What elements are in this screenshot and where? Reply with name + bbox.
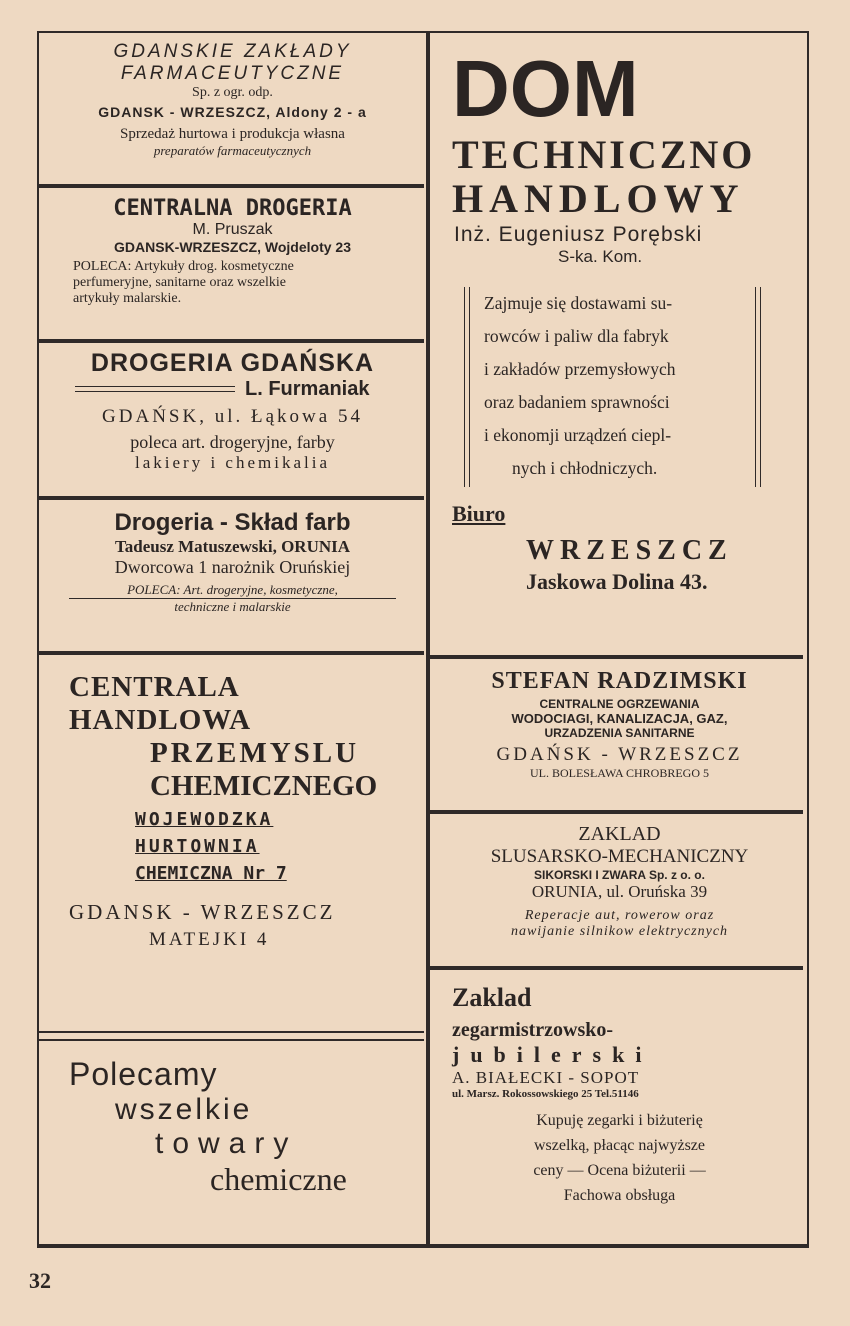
ad-subtitle-line3: CHEMICZNA Nr 7 (135, 863, 287, 884)
ad-office-label: Biuro (452, 501, 506, 526)
ad-owner: Tadeusz Matuszewski, ORUNIA (114, 537, 351, 556)
ad-subtitle-line2: HURTOWNIA (135, 836, 260, 857)
ad-title-line1: GDANSKIE ZAKŁADY (113, 41, 352, 62)
ad-line4: chemiczne (210, 1161, 347, 1197)
ad-description-line4: oraz badaniem sprawności (484, 392, 670, 412)
ad-polecamy (37, 1056, 428, 1236)
ad-text-line1: Kupuję zegarki i biżuterię (536, 1112, 703, 1129)
right-column (430, 31, 809, 1248)
decorative-rule (39, 1039, 424, 1041)
decorative-rule (39, 1031, 424, 1033)
ad-gdanskie-zaklady (37, 41, 428, 186)
decorative-rule (75, 391, 235, 392)
ad-address: Dworcowa 1 narożnik Oruńskiej (114, 557, 351, 577)
ad-title-line2: TECHNICZNO (452, 132, 756, 177)
ad-dom-techniczno-handlowy (430, 44, 809, 639)
ad-subtitle-line1: WOJEWODZKA (135, 809, 274, 830)
ad-address: GDANSK-WRZESZCZ, Wojdeloty 23 (114, 239, 351, 255)
ad-title: STEFAN RADZIMSKI (491, 668, 748, 694)
ad-owner: L. Furmaniak (245, 378, 370, 400)
ad-title-line4: CHEMICZNEGO (150, 770, 378, 802)
ad-title-line1: CENTRALA (69, 671, 240, 703)
ad-centrala-handlowa (37, 671, 428, 1011)
ad-text-line1: POLECA: Artykuły drog. kosmetyczne (73, 259, 294, 274)
ad-description-line2: rowców i paliw dla fabryk (484, 326, 669, 346)
ad-owner: A. BIAŁECKI - SOPOT (452, 1068, 640, 1087)
decorative-rule (760, 287, 761, 487)
ad-drogeria-gdanska (37, 349, 428, 499)
ad-address-line2: MATEJKI 4 (149, 929, 270, 950)
ad-drogeria-sklad-farb (37, 509, 428, 649)
ad-description-line5: i ekonomji urządzeń ciepl- (484, 425, 672, 445)
ad-address: GDAŃSK, ul. Łąkowa 54 (102, 406, 363, 427)
ad-owner: Inż. Eugeniusz Porębski (454, 223, 703, 246)
ad-title-line2: SLUSARSKO-MECHANICZNY (490, 846, 749, 867)
ad-title-line1: ZAKLAD (578, 823, 661, 845)
ad-office-address: Jaskowa Dolina 43. (526, 569, 708, 594)
left-column (37, 31, 428, 1248)
ad-description-line3: i zakładów przemysłowych (484, 359, 676, 379)
ad-text-line1: Sprzedaż hurtowa i produkcja własna (120, 126, 345, 142)
separator-bar (430, 810, 803, 814)
bottom-bar (37, 1244, 809, 1248)
decorative-rule (464, 287, 465, 487)
ad-text-line3: artykuły malarskie. (73, 291, 182, 306)
ad-owner: SIKORSKI I ZWARA Sp. z o. o. (534, 868, 705, 882)
ad-description-block (430, 287, 809, 487)
ad-title-line3: jubilerski (452, 1042, 653, 1067)
ad-text-line1: POLECA: Art. drogeryjne, kosmetyczne, (127, 582, 338, 597)
ad-text-line2: lakiery i chemikalia (135, 453, 330, 472)
ad-service-line2: WODOCIAGI, KANALIZACJA, GAZ, (511, 711, 728, 726)
ad-title: DROGERIA GDAŃSKA (90, 349, 375, 377)
ad-text-line1: poleca art. drogeryjne, farby (130, 432, 335, 452)
ad-service-line3: URZADZENIA SANITARNE (544, 726, 695, 740)
decorative-rule (755, 287, 756, 487)
ad-address-line1: GDAŃSK - WRZESZCZ (496, 744, 743, 765)
ad-text-line4: Fachowa obsługa (563, 1187, 676, 1204)
ad-stefan-radzimski (430, 668, 809, 808)
ad-service-line1: CENTRALNE OGRZEWANIA (539, 697, 700, 711)
decorative-rule (469, 287, 470, 487)
ad-title: CENTRALNA DROGERIA (113, 196, 352, 221)
separator-bar (39, 651, 424, 655)
ad-line2: wszelkie (115, 1093, 253, 1126)
ad-line1: Polecamy (69, 1056, 218, 1092)
page-number: 32 (29, 1268, 51, 1293)
ad-address: GDANSK - WRZESZCZ, Aldony 2 - a (98, 104, 367, 120)
ad-title-line3: HANDLOWY (452, 176, 745, 221)
separator-bar (39, 184, 424, 188)
ad-company-type: S-ka. Kom. (558, 247, 643, 266)
ad-description-line6: nych i chłodniczych. (512, 458, 658, 478)
decorative-rule (75, 386, 235, 387)
ad-text-line3: ceny — Ocena biżuterii — (533, 1162, 706, 1179)
ad-zaklad-zegarmistrzowsko (430, 983, 809, 1243)
ad-line3: towary (155, 1127, 298, 1160)
ad-title: DOM (452, 44, 639, 133)
ad-text-line2: techniczne i malarskie (174, 599, 291, 614)
separator-bar (39, 339, 424, 343)
ad-text-line2: perfumeryjne, sanitarne oraz wszelkie (73, 275, 287, 290)
ad-title-line3: PRZEMYSLU (150, 737, 360, 769)
ad-text-line1: Reperacje aut, rowerow oraz (524, 908, 715, 923)
ad-title-line2: HANDLOWA (69, 704, 252, 736)
ad-address: ORUNIA, ul. Oruńska 39 (531, 882, 708, 901)
ad-address: ul. Marsz. Rokossowskiego 25 Tel.51146 (452, 1088, 639, 1100)
ad-zaklad-slusarsko (430, 823, 809, 963)
ad-address-line2: UL. BOLESŁAWA CHROBREGO 5 (529, 766, 710, 780)
ad-subtitle: Sp. z ogr. odp. (192, 85, 273, 100)
ad-text-line2: preparatów farmaceutycznych (153, 143, 312, 158)
ad-text-line2: nawijanie silnikow elektrycznych (510, 924, 729, 939)
ad-title-line1: Zaklad (452, 983, 532, 1012)
ad-title-line2: FARMACEUTYCZNE (120, 63, 345, 84)
ad-owner: M. Pruszak (192, 221, 273, 238)
ad-description-line1: Zajmuje się dostawami su- (484, 293, 673, 313)
ad-text-line2: wszelką, płacąc najwyższe (533, 1137, 705, 1154)
ad-title-line2: zegarmistrzowsko- (452, 1019, 614, 1041)
ad-title: Drogeria - Skład farb (114, 509, 351, 536)
separator-bar (430, 966, 803, 970)
ad-address-line1: GDANSK - WRZESZCZ (69, 900, 336, 924)
separator-bar (39, 496, 424, 500)
separator-bar (430, 655, 803, 659)
ad-office-city: WRZESZCZ (526, 535, 733, 566)
ad-centralna-drogeria (37, 196, 428, 336)
